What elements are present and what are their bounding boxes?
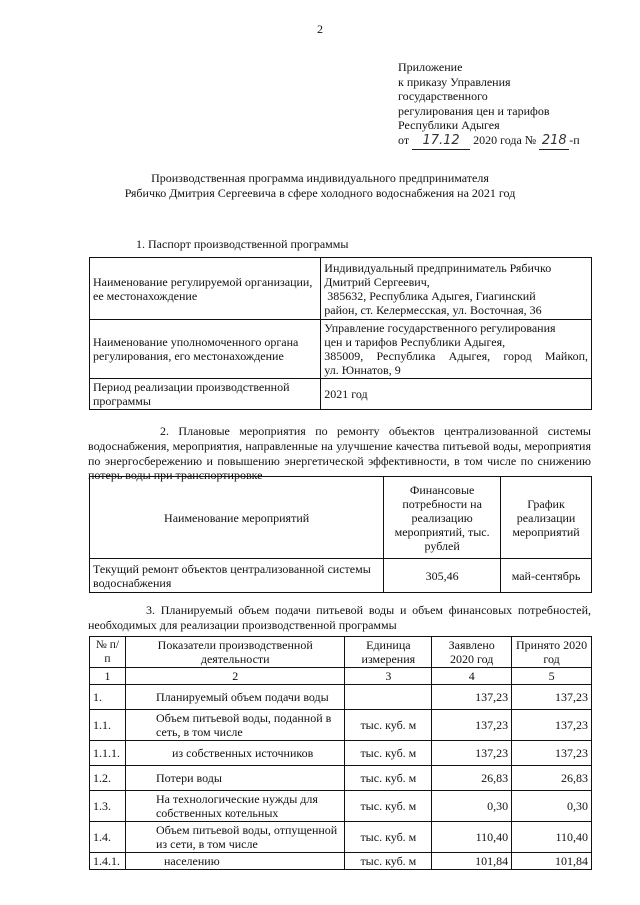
measure-name: Текущий ремонт объектов централизованной системы водоснабжения [90,559,384,593]
row-unit [345,685,432,710]
table-row [90,559,592,593]
value-line: Управление государственного регулирования [324,321,556,335]
appendix-line: к приказу Управления [398,74,511,89]
header-cell-finance: Финансовые потребности на реализацию мероприятий, тыс. рублей [384,477,501,559]
column-number: 2 [125,668,344,685]
passport-value [321,379,592,410]
section2-text-first: 2. Плановые мероприятия по ремонту объектов централизованной системы [160,424,591,438]
row-num: 1.1. [90,710,126,741]
page-number: 2 [317,22,323,36]
measures-table [89,476,592,593]
row-indicator: Потери воды [125,766,344,791]
date-prefix: от [398,132,410,147]
section3-text-first: 3. Планируемый объем подачи питьевой воды и объем финансовых потребностей, [146,603,591,617]
appendix-date-line [398,133,580,150]
value-line: 385009, Республика Адыгея, город Майкоп, [324,349,588,363]
header-cell-schedule: График реализации мероприятий [501,477,592,559]
measure-finance: 305,46 [384,559,501,593]
row-accepted: 137,23 [512,685,592,710]
header-cell-name: Наименование мероприятий [90,477,384,559]
row-accepted: 110,40 [512,822,592,853]
row-declared: 110,40 [432,822,512,853]
table-row [90,685,592,710]
handwritten-date: 17.12 [412,134,470,150]
row-unit: тыс. куб. м [345,822,432,853]
value-line: ул. Юннатов, 9 [324,363,401,377]
table-row [90,710,592,741]
table-row [90,379,592,410]
table-header-row [90,637,592,668]
row-declared: 137,23 [432,685,512,710]
table-row [90,258,592,320]
row-num: 1.4.1. [90,853,126,870]
header-cell-declared: Заявлено 2020 год [432,637,512,668]
row-accepted: 101,84 [512,853,592,870]
table-row [90,741,592,766]
column-number: 4 [432,668,512,685]
header-cell-num: № п/п [90,637,126,668]
row-accepted: 137,23 [512,741,592,766]
value-line: цен и тарифов Республики Адыгея, [324,335,506,349]
row-declared: 26,83 [432,766,512,791]
table-row [90,853,592,870]
passport-label: Наименование регулируемой организации, ее местонахождение [90,258,321,320]
value-line: 2021 год [324,387,368,401]
program-title [0,171,640,201]
table-row [90,766,592,791]
row-unit: тыс. куб. м [345,710,432,741]
header-cell-accepted: Принято 2020 год [512,637,592,668]
value-line: 385632, Республика Адыгея, Гиагинский [324,288,536,303]
number-suffix: -п [569,132,580,147]
row-indicator: На технологические нужды для собственных котельных [125,791,344,822]
year-text: 2020 года № [473,132,537,147]
title-line-2: Рябичко Дмитрия Сергеевича в сфере холодного водоснабжения на 2021 год [124,186,516,200]
row-num: 1. [90,685,126,710]
row-num: 1.4. [90,822,126,853]
table-row [90,822,592,853]
column-number: 5 [512,668,592,685]
appendix-line: регулирования цен и тарифов [398,103,550,118]
header-cell-unit: Единица измерения [345,637,432,668]
appendix-line: Республики Адыгея [398,118,500,133]
row-num: 1.1.1. [90,741,126,766]
row-unit: тыс. куб. м [345,741,432,766]
row-declared: 137,23 [432,741,512,766]
value-line: Дмитрий Сергеевич, [324,274,430,289]
volume-table [89,636,592,870]
passport-label: Наименование уполномоченного органа регулирования, его местонахождение [90,320,321,379]
row-declared: 101,84 [432,853,512,870]
row-num: 1.2. [90,766,126,791]
row-unit: тыс. куб. м [345,853,432,870]
row-accepted: 137,23 [512,710,592,741]
passport-label: Период реализации производственной программы [90,379,321,410]
measure-schedule: май-сентябрь [501,559,592,593]
column-number-row [90,668,592,685]
row-declared: 0,30 [432,791,512,822]
row-indicator: Планируемый объем подачи воды [125,685,344,710]
value-line: Индивидуальный предприниматель Рябичко [324,260,552,275]
title-line-1: Производственная программа индивидуального предпринимателя [151,171,489,185]
passport-table [89,257,592,410]
value-line: район, ст. Келермесская, ул. Восточная, 36 [324,302,542,317]
column-number: 1 [90,668,126,685]
row-indicator: населению [125,853,344,870]
row-unit: тыс. куб. м [345,791,432,822]
row-indicator: Объем питьевой воды, отпущенной из сети, в том числе [125,822,344,853]
handwritten-number: 218 [539,134,569,150]
row-unit: тыс. куб. м [345,766,432,791]
column-number: 3 [345,668,432,685]
table-row [90,791,592,822]
appendix-line: государственного [398,89,488,104]
section2-text-rest: водоснабжения, мероприятия, направленные на улучшение качества питьевой воды, мероприятия по энергосбережению и повышению энергетической эффективности, в том числе по снижению потерь воды при транспортировке [88,438,591,483]
section3-text-rest: необходимых для реализации производственной программы [88,617,397,632]
row-accepted: 26,83 [512,766,592,791]
row-accepted: 0,30 [512,791,592,822]
row-indicator: Объем питьевой воды, поданной в сеть, в том числе [125,710,344,741]
table-header-row [90,477,592,559]
section1-heading: 1. Паспорт производственной программы [136,237,349,251]
section3-text [88,603,591,633]
header-cell-indicator: Показатели производственной деятельности [125,637,344,668]
appendix-line: Приложение [398,60,463,74]
row-declared: 137,23 [432,710,512,741]
passport-value [321,320,592,379]
appendix-block [398,60,580,150]
passport-value [321,258,592,320]
table-row [90,320,592,379]
row-indicator: из собственных источников [125,741,344,766]
row-num: 1.3. [90,791,126,822]
section2-text [88,424,591,483]
